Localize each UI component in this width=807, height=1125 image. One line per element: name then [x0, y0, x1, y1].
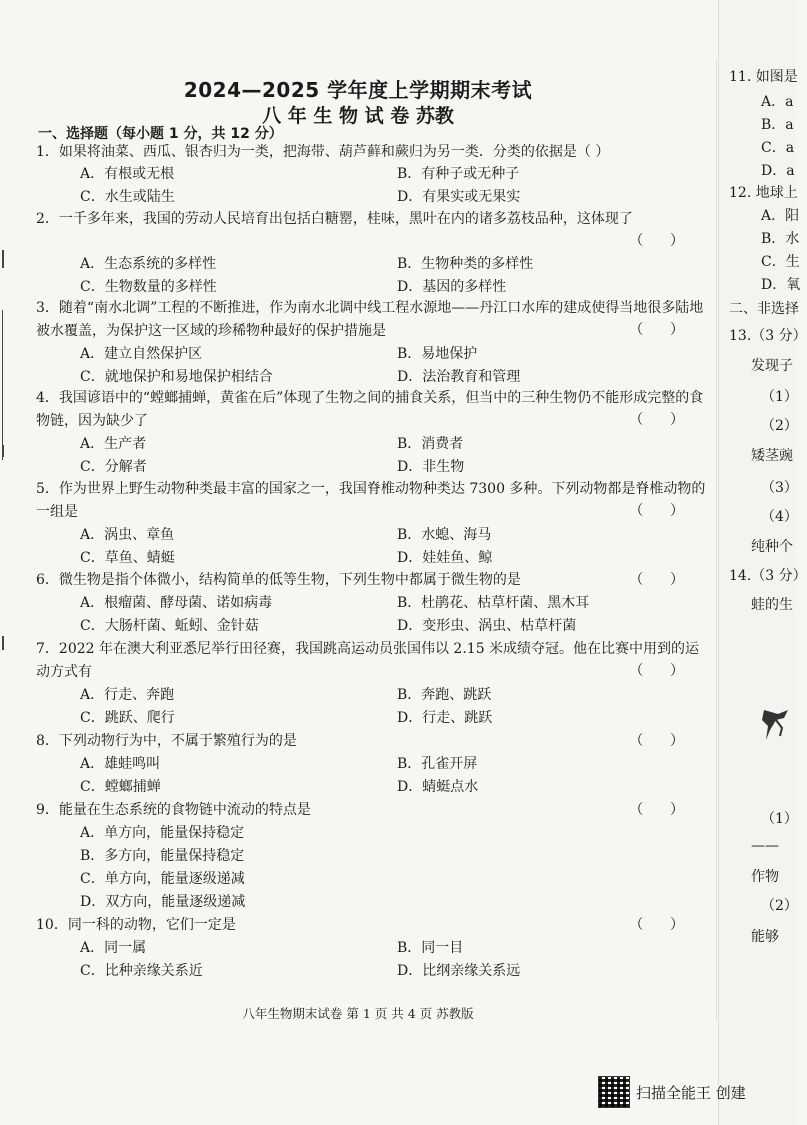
option-d: D．蜻蜓点水 [397, 779, 479, 795]
option-b: B．奔跑、跳跃 [397, 687, 492, 703]
option-d: D．行走、跳跃 [397, 710, 493, 726]
binding-edge [0, 0, 8, 1125]
option-d: D．比纲亲缘关系远 [397, 963, 521, 979]
option-b: B．消费者 [397, 436, 464, 452]
option-c: C．大肠杆菌、蚯蚓、金针菇 [80, 618, 259, 634]
option-a: A．建立自然保护区 [80, 346, 203, 362]
option-d: D．娃娃鱼、鲸 [397, 550, 493, 566]
option-c: C．跳跃、爬行 [80, 710, 175, 726]
option-b: B．有种子或无种子 [397, 166, 520, 182]
option-b: B．生物种类的多样性 [397, 256, 534, 272]
option-c: C．分解者 [80, 459, 147, 475]
question-stem: 4．我国谚语中的“螳螂捕蝉，黄雀在后”体现了生物之间的捕食关系，但当中的三种生物仍不能形成完整的食物链，因为缺少了 [36, 390, 704, 429]
question-stem: 7．2022 年在澳大利亚悉尼举行田径赛，我国跳高运动员张国伟以 2.15 米成绩夺冠。他在比赛中用到的运动方式有 [36, 641, 700, 680]
question-5 [36, 478, 706, 523]
cutoff-line: B．a [761, 117, 794, 133]
cutoff-line: C．生 [761, 254, 800, 270]
question-9 [36, 799, 706, 822]
cutoff-line: 13.（3 分） [729, 328, 807, 344]
option-a: A．生产者 [80, 436, 147, 452]
exam-title: 2024—2025 学年度上学期期末考试 [183, 78, 533, 102]
answer-blank: （ ） [629, 412, 684, 428]
option-b: B．水螅、海马 [397, 527, 492, 543]
option-c: C．草鱼、蜻蜓 [80, 550, 175, 566]
answer-blank: （ ） [629, 233, 684, 249]
qr-code-icon [598, 1076, 630, 1108]
option-c: C．比种亲缘关系近 [80, 963, 203, 979]
cutoff-line: 矮茎豌 [751, 448, 793, 464]
question-10 [36, 914, 706, 937]
option-c: C．就地保护和易地保护相结合 [80, 369, 273, 385]
option-c: C．单方向，能量逐级递减 [80, 871, 245, 887]
page-footer: 八年生物期末试卷 第 1 页 共 4 页 苏教版 [242, 1006, 474, 1021]
scanner-text: 扫描全能王 创建 [636, 1083, 746, 1102]
question-4 [36, 387, 706, 432]
cutoff-line: 纯种个 [751, 539, 793, 555]
question-stem: 8．下列动物行为中，不属于繁殖行为的是 [36, 733, 297, 749]
cutoff-line: 14.（3 分） [729, 568, 807, 584]
cutoff-line: A．a [761, 94, 794, 110]
next-column-cutoff [718, 0, 807, 1125]
cutoff-line: 发现子 [751, 358, 793, 374]
cutoff-line: （3） [761, 480, 798, 496]
cutoff-line: C．a [761, 140, 795, 156]
option-a: A．雄蛙鸣叫 [80, 756, 161, 772]
option-d: D．有果实或无果实 [397, 189, 521, 205]
section-title: 一、选择题（每小题 1 分，共 12 分） [38, 126, 283, 142]
option-d: D．法治教育和管理 [397, 369, 521, 385]
cutoff-line: 12. 地球上 [729, 185, 798, 201]
cutoff-line: 蛙的生 [751, 597, 793, 613]
answer-blank: （ ） [629, 663, 684, 679]
cutoff-line: D．a [761, 163, 795, 179]
answer-blank: （ ） [629, 802, 684, 818]
cutoff-line: 二、非选择 [729, 301, 799, 317]
question-8 [36, 730, 706, 753]
option-a: A．生态系统的多样性 [80, 256, 217, 272]
cutoff-line: （2） [761, 418, 798, 434]
question-stem: 3．随着“南水北调”工程的不断推进，作为南水北调中线工程水源地——丹江口水库的建成使得当地很多陆地被水覆盖，为保护这一区域的珍稀物种最好的保护措施是 [36, 300, 704, 339]
cutoff-line: D．氧 [761, 277, 801, 293]
option-c: C．生物数量的多样性 [80, 279, 217, 295]
option-a: A．行走、奔跑 [80, 687, 175, 703]
option-b: B．杜鹃花、枯草杆菌、黑木耳 [397, 595, 590, 611]
option-d: D．基因的多样性 [397, 279, 507, 295]
question-2 [36, 208, 706, 249]
option-c: C．水生或陆生 [80, 189, 175, 205]
option-b: B．孔雀开屏 [397, 756, 478, 772]
scanner-watermark [598, 1076, 746, 1108]
option-d: D．非生物 [397, 459, 465, 475]
cutoff-line: （2） [761, 898, 798, 914]
cutoff-line: 作物 [751, 869, 779, 885]
answer-blank: （ ） [629, 322, 684, 338]
cutoff-line: B．水 [761, 231, 800, 247]
question-3 [36, 297, 706, 342]
cutoff-line: A．阳 [761, 208, 800, 224]
question-stem: 9．能量在生态系统的食物链中流动的特点是 [36, 802, 311, 818]
column-divider [716, 60, 717, 1020]
question-7 [36, 638, 706, 683]
question-stem: 1．如果将油菜、西瓜、银杏归为一类，把海带、葫芦藓和蕨归为另一类．分类的依据是（ ） [36, 144, 610, 160]
cutoff-line: —— [751, 838, 779, 854]
question-1 [36, 141, 706, 164]
answer-blank: （ ） [629, 917, 684, 933]
cutoff-line: 11. 如图是 [729, 69, 798, 85]
option-d: D．双方向，能量逐级递减 [80, 894, 246, 910]
question-stem: 2．一千多年来，我国的劳动人民培育出包括白糖罂，桂味，黑叶在内的诸多荔枝品种，这体现了 [36, 211, 633, 227]
frog-illustration [758, 700, 794, 744]
question-6 [36, 569, 706, 592]
option-b: B．多方向，能量保持稳定 [80, 848, 245, 864]
cutoff-line: （1） [761, 811, 798, 827]
option-a: A．同一属 [80, 940, 147, 956]
cutoff-line: （1） [761, 389, 798, 405]
option-a: A．根瘤菌、酵母菌、诺如病毒 [80, 595, 273, 611]
option-b: B．易地保护 [397, 346, 478, 362]
option-a: A．涡虫、章鱼 [80, 527, 175, 543]
question-stem: 6．微生物是指个体微小，结构简单的低等生物，下列生物中都属于微生物的是 [36, 572, 521, 588]
answer-blank: （ ） [629, 733, 684, 749]
answer-blank: （ ） [629, 503, 684, 519]
option-c: C．螳螂捕蝉 [80, 779, 161, 795]
question-stem: 10．同一科的动物，它们一定是 [36, 917, 236, 933]
exam-subtitle: 八 年 生 物 试 卷 苏教 [262, 105, 454, 127]
option-d: D．变形虫、涡虫、枯草杆菌 [397, 618, 577, 634]
option-a: A．有根或无根 [80, 166, 175, 182]
option-b: B．同一目 [397, 940, 464, 956]
option-a: A．单方向，能量保持稳定 [80, 825, 245, 841]
answer-blank: （ ） [629, 572, 684, 588]
cutoff-line: （4） [761, 509, 798, 525]
cutoff-line: 能够 [751, 929, 779, 945]
question-stem: 5．作为世界上野生动物种类最丰富的国家之一，我国脊椎动物种类达 7300 多种。下列动物都是脊椎动物的一组是 [36, 481, 706, 520]
